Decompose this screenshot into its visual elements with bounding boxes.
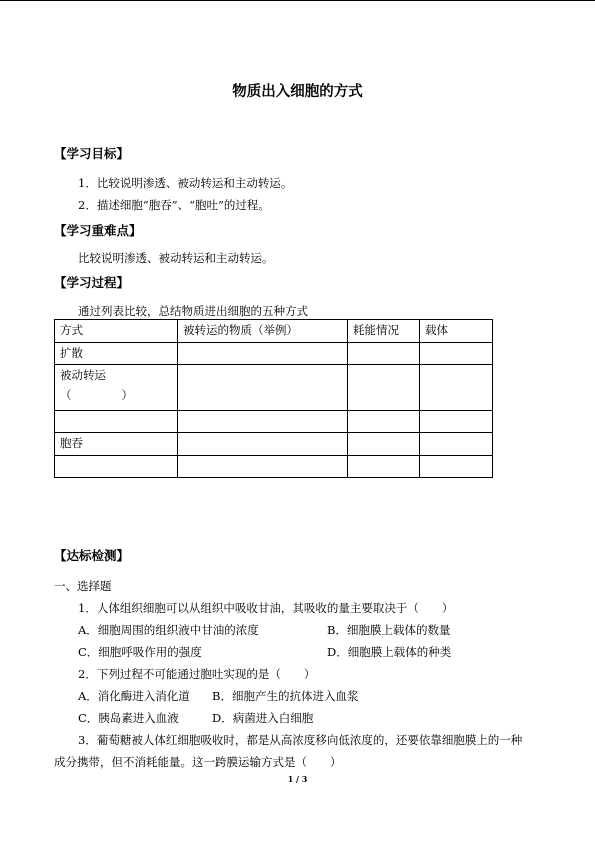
table-row xyxy=(55,433,493,456)
process-intro: 通过列表比较，总结物质进出细胞的五种方式 xyxy=(78,304,308,318)
table-cell-empty xyxy=(348,343,420,365)
question-3-line-1: 3．葡萄糖被人体红细胞吸收时，都是从高浓度移向低浓度的，还要依靠细胞膜上的一种 xyxy=(78,733,523,747)
heading-learning-goals: 【学习目标】 xyxy=(54,146,130,161)
page-number: 1 / 3 xyxy=(287,774,308,784)
table-row xyxy=(55,456,493,478)
table-row xyxy=(55,343,493,365)
table-cell-empty xyxy=(178,411,348,433)
heading-learning-process: 【学习过程】 xyxy=(54,275,130,290)
table-cell-empty xyxy=(420,365,493,411)
header-rule xyxy=(0,0,595,1)
heading-assessment: 【达标检测】 xyxy=(54,548,130,563)
passive-transport-blank xyxy=(60,385,177,405)
table-header-cell: 方式 xyxy=(55,320,178,343)
table-row xyxy=(55,365,493,411)
table-cell-empty xyxy=(178,365,348,411)
table-cell-empty xyxy=(420,456,493,478)
open-paren: （ xyxy=(60,388,72,402)
table-header-cell: 耗能情况 xyxy=(348,320,420,343)
question-2-option-d: D．病菌进入白细胞 xyxy=(212,711,314,725)
table-cell-diffusion: 扩散 xyxy=(55,343,178,365)
question-2-option-a: A．消化酶进入消化道 xyxy=(78,689,190,703)
goal-item-1: 1．比较说明渗透、被动转运和主动转运。 xyxy=(78,176,293,190)
question-2-option-b: B．细胞产生的抗体进入血浆 xyxy=(212,689,359,703)
table-cell-empty xyxy=(55,456,178,478)
close-paren: ） xyxy=(121,388,133,402)
question-2: 2．下列过程不可能通过胞吐实现的是（ ） xyxy=(78,667,316,681)
table-cell-empty xyxy=(420,343,493,365)
table-cell-passive-transport xyxy=(55,365,178,411)
table-cell-empty xyxy=(178,343,348,365)
document-title: 物质出入细胞的方式 xyxy=(232,84,363,100)
question-1-option-d: D．细胞膜上载体的种类 xyxy=(327,645,452,659)
table-cell-empty xyxy=(178,433,348,456)
question-2-option-c: C．胰岛素进入血液 xyxy=(78,711,179,725)
table-header-row xyxy=(55,320,493,343)
table-cell-endocytosis: 胞吞 xyxy=(55,433,178,456)
table-cell-empty xyxy=(348,456,420,478)
table-cell-empty xyxy=(55,411,178,433)
question-1-option-c: C．细胞呼吸作用的强度 xyxy=(78,645,202,659)
passive-transport-label: 被动转运 xyxy=(60,368,106,382)
goal-item-2: 2．描述细胞“胞吞”、“胞吐”的过程。 xyxy=(78,198,270,212)
table-cell-empty xyxy=(178,456,348,478)
table-cell-empty xyxy=(420,411,493,433)
question-1-option-a: A．细胞周围的组织液中甘油的浓度 xyxy=(78,623,259,637)
table-cell-empty xyxy=(348,365,420,411)
question-3-line-2: 成分携带，但不消耗能量。这一跨膜运输方式是（ ） xyxy=(54,755,342,769)
table-cell-empty xyxy=(348,433,420,456)
quiz-part-label: 一、选择题 xyxy=(54,579,112,593)
question-1-option-b: B．细胞膜上载体的数量 xyxy=(327,623,451,637)
table-cell-empty xyxy=(348,411,420,433)
heading-key-points: 【学习重难点】 xyxy=(54,223,142,238)
table-cell-empty xyxy=(420,433,493,456)
table-header-cell: 被转运的物质（举例） xyxy=(178,320,348,343)
table-row xyxy=(55,411,493,433)
question-1: 1．人体组织细胞可以从组织中吸收甘油，其吸收的量主要取决于（ ） xyxy=(78,601,454,615)
key-points-text: 比较说明渗透、被动转运和主动转运。 xyxy=(78,251,274,265)
transport-comparison-table xyxy=(54,319,493,478)
table-header-cell: 载体 xyxy=(420,320,493,343)
